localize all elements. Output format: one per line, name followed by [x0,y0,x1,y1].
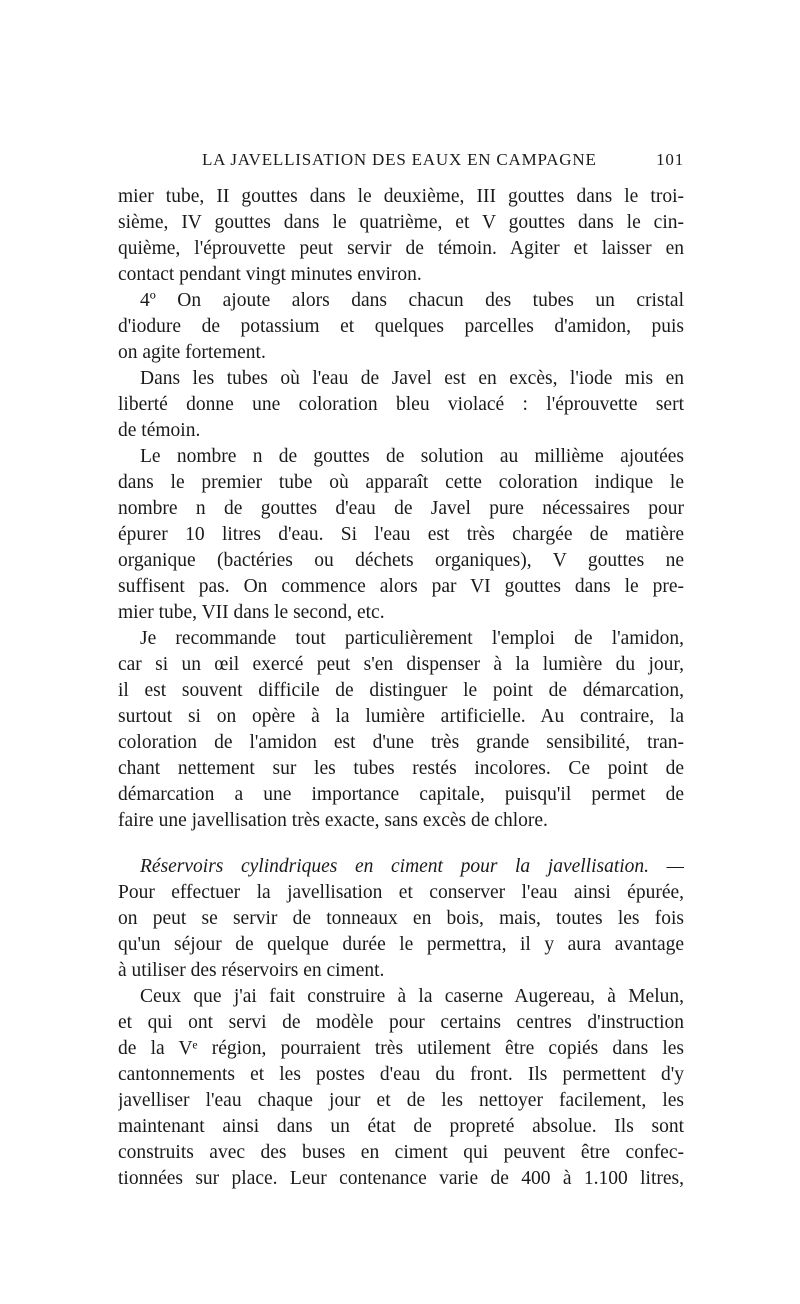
text-line: d'iodure de potassium et quelques parcelles d'amidon, puis [118,316,684,337]
text-line: Je recommande tout particulièrement l'emploi de l'amidon, [140,628,684,649]
text-line: on agite fortement. [118,342,266,363]
text-line: de témoin. [118,420,201,441]
text-line: Le nombre n de gouttes de solution au millième ajoutées [140,446,684,467]
text-line: javelliser l'eau chaque jour et de les nettoyer facilement, les [118,1090,684,1111]
text-line: nombre n de gouttes d'eau de Javel pure nécessaires pour [118,498,684,519]
text-line: chant nettement sur les tubes restés incolores. Ce point de [118,758,684,779]
page-number: 101 [656,150,684,169]
text-line: et qui ont servi de modèle pour certains centres d'instruction [118,1012,684,1033]
text-line: on peut se servir de tonneaux en bois, mais, toutes les fois [118,908,684,929]
text-line: maintenant ainsi dans un état de propreté absolue. Ils sont [118,1116,684,1137]
text-line: car si un œil exercé peut s'en dispenser à la lumière du jour, [118,654,684,675]
text-line: épurer 10 litres d'eau. Si l'eau est très chargée de matière [118,524,684,545]
text-line: mier tube, II gouttes dans le deuxième, III gouttes dans le troi- [118,186,684,207]
text-line: Ceux que j'ai fait construire à la caserne Augereau, à Melun, [140,986,684,1007]
text-line: Pour effectuer la javellisation et conserver l'eau ainsi épurée, [118,882,684,903]
text-line: cantonnements et les postes d'eau du front. Ils permettent d'y [118,1064,684,1085]
text-line: organique (bactéries ou déchets organiques), V gouttes ne [118,550,684,571]
text-line: à utiliser des réservoirs en ciment. [118,960,385,981]
text-line: mier tube, VII dans le second, etc. [118,602,385,623]
text-line: il est souvent difficile de distinguer le point de démarcation, [118,680,684,701]
text-line: liberté donne une coloration bleu violacé : l'éprouvette sert [118,394,684,415]
section-heading-line: Réservoirs cylindriques en ciment pour la javellisation. — [140,856,684,877]
text-line: qu'un séjour de quelque durée le permettra, il y aura avantage [118,934,684,955]
text-line: démarcation a une importance capitale, puisqu'il permet de [118,784,684,805]
running-title: LA JAVELLISATION DES EAUX EN CAMPAGNE [202,150,597,169]
text-line: surtout si on opère à la lumière artificielle. Au contraire, la [118,706,684,727]
text-line: sième, IV gouttes dans le quatrième, et V gouttes dans le cin- [118,212,684,233]
text-line: dans le premier tube où apparaît cette coloration indique le [118,472,684,493]
text-line: coloration de l'amidon est d'une très grande sensibilité, tran- [118,732,684,753]
running-header [118,150,684,174]
text-line: de la Vᵉ région, pourraient très utilement être copiés dans les [118,1038,684,1059]
text-line: tionnées sur place. Leur contenance varie de 400 à 1.100 litres, [118,1168,684,1189]
text-line: 4º On ajoute alors dans chacun des tubes un cristal [140,290,684,311]
text-line: construits avec des buses en ciment qui peuvent être confec- [118,1142,684,1163]
text-line: suffisent pas. On commence alors par VI gouttes dans le pre- [118,576,684,597]
text-line: Dans les tubes où l'eau de Javel est en excès, l'iode mis en [140,368,684,389]
text-line: contact pendant vingt minutes environ. [118,264,422,285]
text-line: faire une javellisation très exacte, sans excès de chlore. [118,810,548,831]
text-line: quième, l'éprouvette peut servir de témoin. Agiter et laisser en [118,238,684,259]
